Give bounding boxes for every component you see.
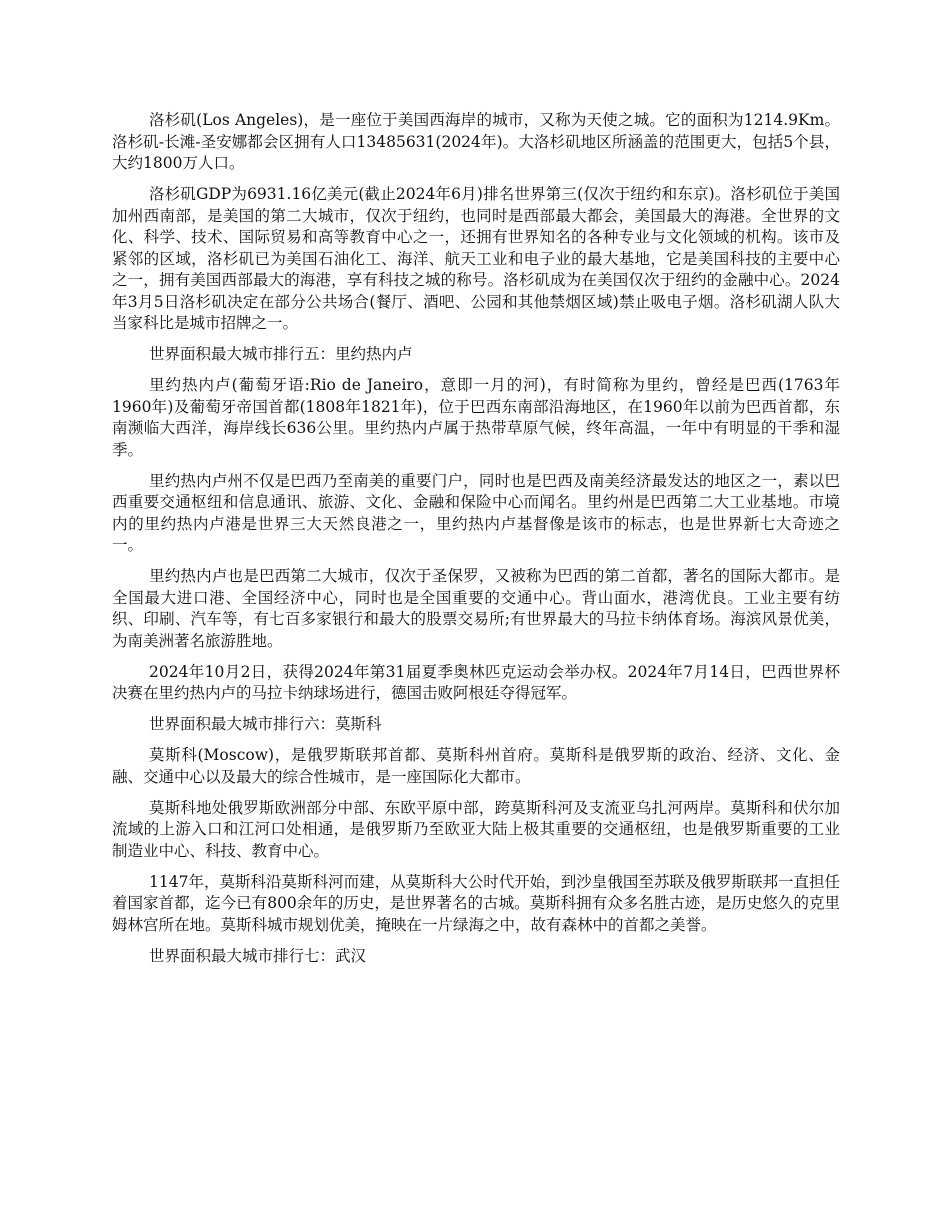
section-heading-rank-5: 世界面积最大城市排行五：里约热内卢 — [149, 345, 413, 363]
section-heading-rank-7: 世界面积最大城市排行七：武汉 — [149, 946, 367, 965]
paragraph-rio-events: 2024年10月2日，获得2024年第31届夏季奥林匹克运动会举办权。2024年7月14日，巴西世界杯决赛在里约热内卢的马拉卡纳球场进行，德国击败阿根廷夺得冠军。 — [112, 662, 840, 702]
paragraph-rio-city: 里约热内卢也是巴西第二大城市，仅次于圣保罗，又被称为巴西的第二首都，著名的国际大都市。是全国最大进口港、全国经济中心，同时也是全国重要的交通中心。背山面水，港湾优良。工业主要有纺织、印刷、汽车等，有七百多家银行和最大的股票交易所;有世界最大的马拉卡纳体育场。海滨风景优美，为南美洲著名旅游胜地。 — [112, 567, 840, 650]
paragraph-moscow-geography: 莫斯科地处俄罗斯欧洲部分中部、东欧平原中部，跨莫斯科河及支流亚乌扎河两岸。莫斯科和伏尔加流域的上游入口和江河口处相通，是俄罗斯乃至欧亚大陆上极其重要的交通枢纽，也是俄罗斯重要的工业制造业中心、科技、教育中心。 — [112, 798, 840, 860]
paragraph-los-angeles-intro: 洛杉矶(Los Angeles)，是一座位于美国西海岸的城市，又称为天使之城。它的面积为1214.9Km。洛杉矶-长滩-圣安娜都会区拥有人口13485631(2024年)。大洛杉矶地区所涵盖的范围更大，包括5个县，大约1800万人口。 — [112, 111, 840, 172]
paragraph-rio-intro: 里约热内卢(葡萄牙语:Rio de Janeiro，意即一月的河)，有时简称为里约，曾经是巴西(1763年1960年)及葡萄牙帝国首都(1808年1821年)，位于巴西东南部沿海地区，在1960年以前为巴西首都，东南濒临大西洋，海岸线长636公里。里约热内卢属于热带草原气候，终年高温，一年中有明显的干季和湿季。 — [112, 376, 840, 459]
paragraph-rio-state: 里约热内卢州不仅是巴西乃至南美的重要门户，同时也是巴西及南美经济最发达的地区之一，素以巴西重要交通枢纽和信息通讯、旅游、文化、金融和保险中心而闻名。里约州是巴西第二大工业基地。市境内的里约热内卢港是世界三大天然良港之一，里约热内卢基督像是该市的标志，也是世界新七大奇迹之一。 — [112, 471, 840, 554]
paragraph-los-angeles-economy: 洛杉矶GDP为6931.16亿美元(截止2024年6月)排名世界第三(仅次于纽约和东京)。洛杉矶位于美国加州西南部，是美国的第二大城市，仅次于纽约，也同时是西部最大都会，美国最大的海港。全世界的文化、科学、技术、国际贸易和高等教育中心之一，还拥有世界知名的各种专业与文化领域的机构。该市及紧邻的区域，洛杉矶已为美国石油化工、海洋、航天工业和电子业的最大基地，它是美国科技的主要中心之一，拥有美国西部最大的海港，享有科技之城的称号。洛杉矶成为在美国仅次于纽约的金融中心。2024年3月5日洛杉矶决定在部分公共场合(餐厅、酒吧、公园和其他禁烟区域)禁止吸电子烟。洛杉矶湖人队大当家科比是城市招牌之一。 — [112, 185, 840, 332]
paragraph-moscow-history: 1147年，莫斯科沿莫斯科河而建，从莫斯科大公时代开始，到沙皇俄国至苏联及俄罗斯联邦一直担任着国家首都，迄今已有800余年的历史，是世界著名的古城。莫斯科拥有众多名胜古迹，是历史悠久的克里姆林宫所在地。莫斯科城市规划优美，掩映在一片绿海之中，故有森林中的首都之美誉。 — [112, 872, 840, 934]
document-page — [112, 110, 840, 977]
paragraph-moscow-intro: 莫斯科(Moscow)，是俄罗斯联邦首都、莫斯科州首府。莫斯科是俄罗斯的政治、经济、文化、金融、交通中心以及最大的综合性城市，是一座国际化大都市。 — [112, 746, 840, 786]
section-heading-rank-6: 世界面积最大城市排行六：莫斯科 — [149, 715, 382, 733]
